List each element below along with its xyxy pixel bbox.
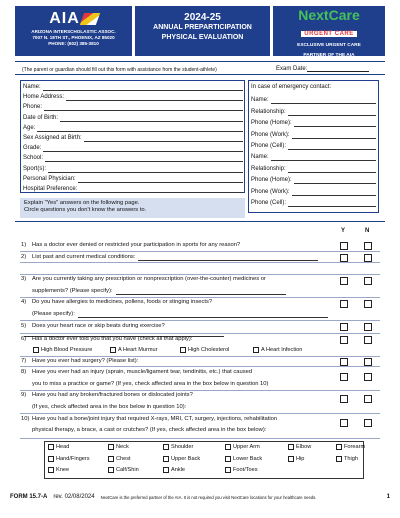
exam-date-line[interactable] [307,66,369,72]
body-part-checkbox[interactable] [336,444,342,450]
form-year: 2024-25 [184,12,221,23]
field-1[interactable]: Home Address: [23,94,243,101]
body-part-checkbox[interactable] [48,444,54,450]
question-12: (If yes, check affected area in the box below in question 10): [32,404,187,410]
question-divider [20,413,380,414]
divider-questions [15,221,385,222]
aia-stripes-icon [80,13,100,25]
question-4: 4) Do you have allergies to medicines, pollens, foods or stinging insects? [21,299,213,305]
field-7[interactable]: School: [23,155,243,162]
body-part-1-1[interactable]: Chest [108,456,131,462]
body-part-checkbox[interactable] [108,467,114,473]
sponsor-logo: NextCare [298,7,360,23]
field-0[interactable]: Name: [23,84,243,91]
body-part-0-4[interactable]: Elbow [288,444,311,450]
question-1: 2) List past and current medical conditions: [21,254,341,261]
footer [10,494,390,500]
body-part-checkbox[interactable] [163,456,169,462]
field-line[interactable] [271,98,376,104]
instruction-text: (The parent or guardian should fill out this form with assistance from the student-athlete) [22,67,217,73]
q9-yes-checkbox[interactable] [340,373,348,381]
body-part-checkbox[interactable] [163,467,169,473]
question-divider [20,297,380,298]
body-part-0-2[interactable]: Shoulder [163,444,193,450]
condition-checkbox[interactable] [180,347,186,353]
contact2-field-1[interactable]: Relationship: [251,166,376,173]
answer-line[interactable] [78,312,328,318]
body-part-checkbox[interactable] [108,456,114,462]
divider-top [15,61,385,62]
body-part-1-5[interactable]: Thigh [336,456,358,462]
field-line[interactable] [288,110,376,116]
contact1-field-2[interactable]: Phone (Home): [251,120,376,127]
body-part-1-2[interactable]: Upper Back [163,456,200,462]
body-part-2-2[interactable]: Ankle [163,467,185,473]
question-8: 7) Have you ever had surgery? (Please list): [21,358,139,364]
body-part-2-0[interactable]: Knee [48,467,69,473]
field-line[interactable] [66,95,243,101]
field-line[interactable] [60,116,243,122]
question-divider [20,390,380,391]
q11-no-checkbox[interactable] [364,395,372,403]
q6-yes-checkbox[interactable] [340,323,348,331]
footer-note: NextCare is the preferred partner of the AIA. It is not required you visit NextCare locations for your healthcare needs. [100,494,317,500]
contact1-field-4[interactable]: Phone (Cell): [251,143,376,150]
body-part-checkbox[interactable] [288,444,294,450]
sponsor-block [273,6,385,56]
question-divider [20,438,380,439]
body-part-checkbox[interactable] [163,444,169,450]
body-part-1-3[interactable]: Lower Back [225,456,262,462]
q1-no-checkbox[interactable] [364,254,372,262]
body-part-checkbox[interactable] [48,467,54,473]
body-part-checkbox[interactable] [336,456,342,462]
field-line[interactable] [271,155,376,161]
condition-3[interactable]: A Heart Infection [253,347,302,353]
body-part-2-3[interactable]: Foot/Toes [225,467,258,473]
q6-no-checkbox[interactable] [364,323,372,331]
sponsor-sub: URGENT CARE [301,31,357,37]
body-part-0-0[interactable]: Head [48,444,69,450]
emergency-title: In case of emergency contact: [251,84,332,90]
q4-yes-checkbox[interactable] [340,300,348,308]
question-6: 5) Does your heart race or skip beats during exercise? [21,323,341,337]
question-3: supplements? (Please specify): [21,288,341,295]
field-line[interactable] [292,133,376,139]
body-part-checkbox[interactable] [225,467,231,473]
form-number: FORM 15.7-A [10,494,48,500]
condition-0[interactable]: High Blood Pressure [33,347,92,353]
q8-yes-checkbox[interactable] [340,358,348,366]
body-part-checkbox[interactable] [225,444,231,450]
yes-header: Y [341,228,346,234]
contact2-field-3[interactable]: Phone (Work): [251,189,376,196]
no-header: N [365,228,370,234]
condition-2[interactable]: High Cholesterol [180,347,229,353]
question-divider [20,366,380,367]
question-5: (Please specify): [21,311,341,318]
aia-logo: AIA [15,9,132,29]
question-divider [20,320,380,321]
q13-yes-checkbox[interactable] [340,419,348,427]
form-rev: rev. 02/08/2024 [53,494,95,500]
body-part-1-0[interactable]: Hand/Fingers [48,456,90,462]
field-line[interactable] [292,190,376,196]
q2-yes-checkbox[interactable] [340,277,348,285]
condition-checkbox[interactable] [33,347,39,353]
answer-line[interactable] [116,289,286,295]
body-part-checkbox[interactable] [225,456,231,462]
q2-no-checkbox[interactable] [364,277,372,285]
explain-note: Explain "Yes" answers on the following page. Circle questions you don't know the answers to. [20,198,245,218]
field-line[interactable] [45,156,243,162]
question-7: 6) Has a doctor ever told you that you have (check all that apply): [21,336,193,342]
q0-yes-checkbox[interactable] [340,242,348,250]
q0-no-checkbox[interactable] [364,242,372,250]
body-part-checkbox[interactable] [288,456,294,462]
exam-date-field[interactable]: Exam Date: [276,66,369,72]
q1-yes-checkbox[interactable] [340,254,348,262]
sponsor-tag1: EXCLUSIVE URGENT CARE [297,43,361,48]
question-10: you to miss a practice or game? (If yes, check affected area in the box below in question 10) [32,381,269,387]
question-13: 10) Have you had a bone/joint injury that required X-rays, MRI, CT, surgery, injections, rehabilitation [21,416,278,422]
aia-logo-block [15,6,132,56]
question-14: physical therapy, a brace, a cast or crutches? (If yes, check affected area in the box below): [32,427,267,433]
field-2[interactable]: Phone: [23,104,243,111]
q7-yes-checkbox[interactable] [340,336,348,344]
question-divider [20,356,380,357]
field-9[interactable]: Personal Physician: [23,176,243,183]
body-part-0-1[interactable]: Neck [108,444,129,450]
body-parts-box [44,441,364,479]
body-part-0-5[interactable]: Forearm [336,444,365,450]
field-line[interactable] [288,144,376,150]
field-line[interactable] [84,136,243,142]
field-line[interactable] [294,121,376,127]
q13-no-checkbox[interactable] [364,419,372,427]
q11-yes-checkbox[interactable] [340,395,348,403]
body-part-1-4[interactable]: Hip [288,456,304,462]
contact2-field-0[interactable]: Name: [251,154,376,161]
question-9: 8) Have you ever had an injury (sprain, muscle/ligament tear, tendinitis, etc.) that caused [21,369,253,375]
body-part-0-3[interactable]: Upper Arm [225,444,260,450]
question-2: 3) Are you currently taking any prescription or nonprescription (over-the-counter) medicines or [21,276,266,282]
sponsor-tag2: PARTNER OF THE AIA [303,52,355,58]
field-line[interactable] [294,178,376,184]
body-part-checkbox[interactable] [108,444,114,450]
field-line[interactable] [48,167,243,173]
divider-info [15,74,385,75]
form-title-block [135,6,270,56]
field-line[interactable] [43,146,243,152]
contact1-field-1[interactable]: Relationship: [251,109,376,116]
question-divider [20,274,380,275]
field-line[interactable] [37,126,243,132]
question-0: 1) Has a doctor ever denied or restricted your participation in sports for any reason? [21,242,241,248]
q8-no-checkbox[interactable] [364,358,372,366]
form-title-line2: PHYSICAL EVALUATION [161,34,244,41]
field-line[interactable] [79,187,243,193]
contact2-field-4[interactable]: Phone (Cell): [251,200,376,207]
question-divider [20,333,380,334]
field-line[interactable] [44,105,243,111]
aia-address: 7007 N. 18TH ST., PHOENIX, AZ 85020 [32,35,115,40]
contact1-field-3[interactable]: Phone (Work): [251,132,376,139]
field-4[interactable]: Age: [23,125,243,132]
condition-checkbox[interactable] [253,347,259,353]
question-divider [20,251,380,252]
aia-org: ARIZONA INTERSCHOLASTIC ASSOC. [31,29,116,34]
field-line[interactable] [288,201,376,207]
field-line[interactable] [43,85,243,91]
page-number: 1 [386,494,390,500]
question-divider [20,262,380,263]
condition-checkbox[interactable] [110,347,116,353]
field-line[interactable] [288,167,376,173]
body-part-checkbox[interactable] [48,456,54,462]
header [15,6,385,56]
field-6[interactable]: Grade: [23,145,243,152]
q9-no-checkbox[interactable] [364,373,372,381]
aia-phone: PHONE: (602) 385-3810 [48,41,99,46]
field-10[interactable]: Hospital Preference: [23,186,243,193]
field-line[interactable] [78,177,243,183]
contact2-field-2[interactable]: Phone (Home): [251,177,376,184]
field-8[interactable]: Sport(s): [23,166,243,173]
field-5[interactable]: Sex Assigned at Birth: [23,135,243,142]
answer-line[interactable] [138,255,318,261]
body-part-2-1[interactable]: Calf/Shin [108,467,139,473]
condition-1[interactable]: A Heart Murmur [110,347,157,353]
form-title-line1: ANNUAL PREPARTICIPATION [153,24,252,31]
question-11: 9) Have you had any broken/fractured bones or dislocated joints? [21,392,193,398]
q4-no-checkbox[interactable] [364,300,372,308]
q7-no-checkbox[interactable] [364,336,372,344]
field-3[interactable]: Date of Birth: [23,115,243,122]
contact1-field-0[interactable]: Name: [251,97,376,104]
